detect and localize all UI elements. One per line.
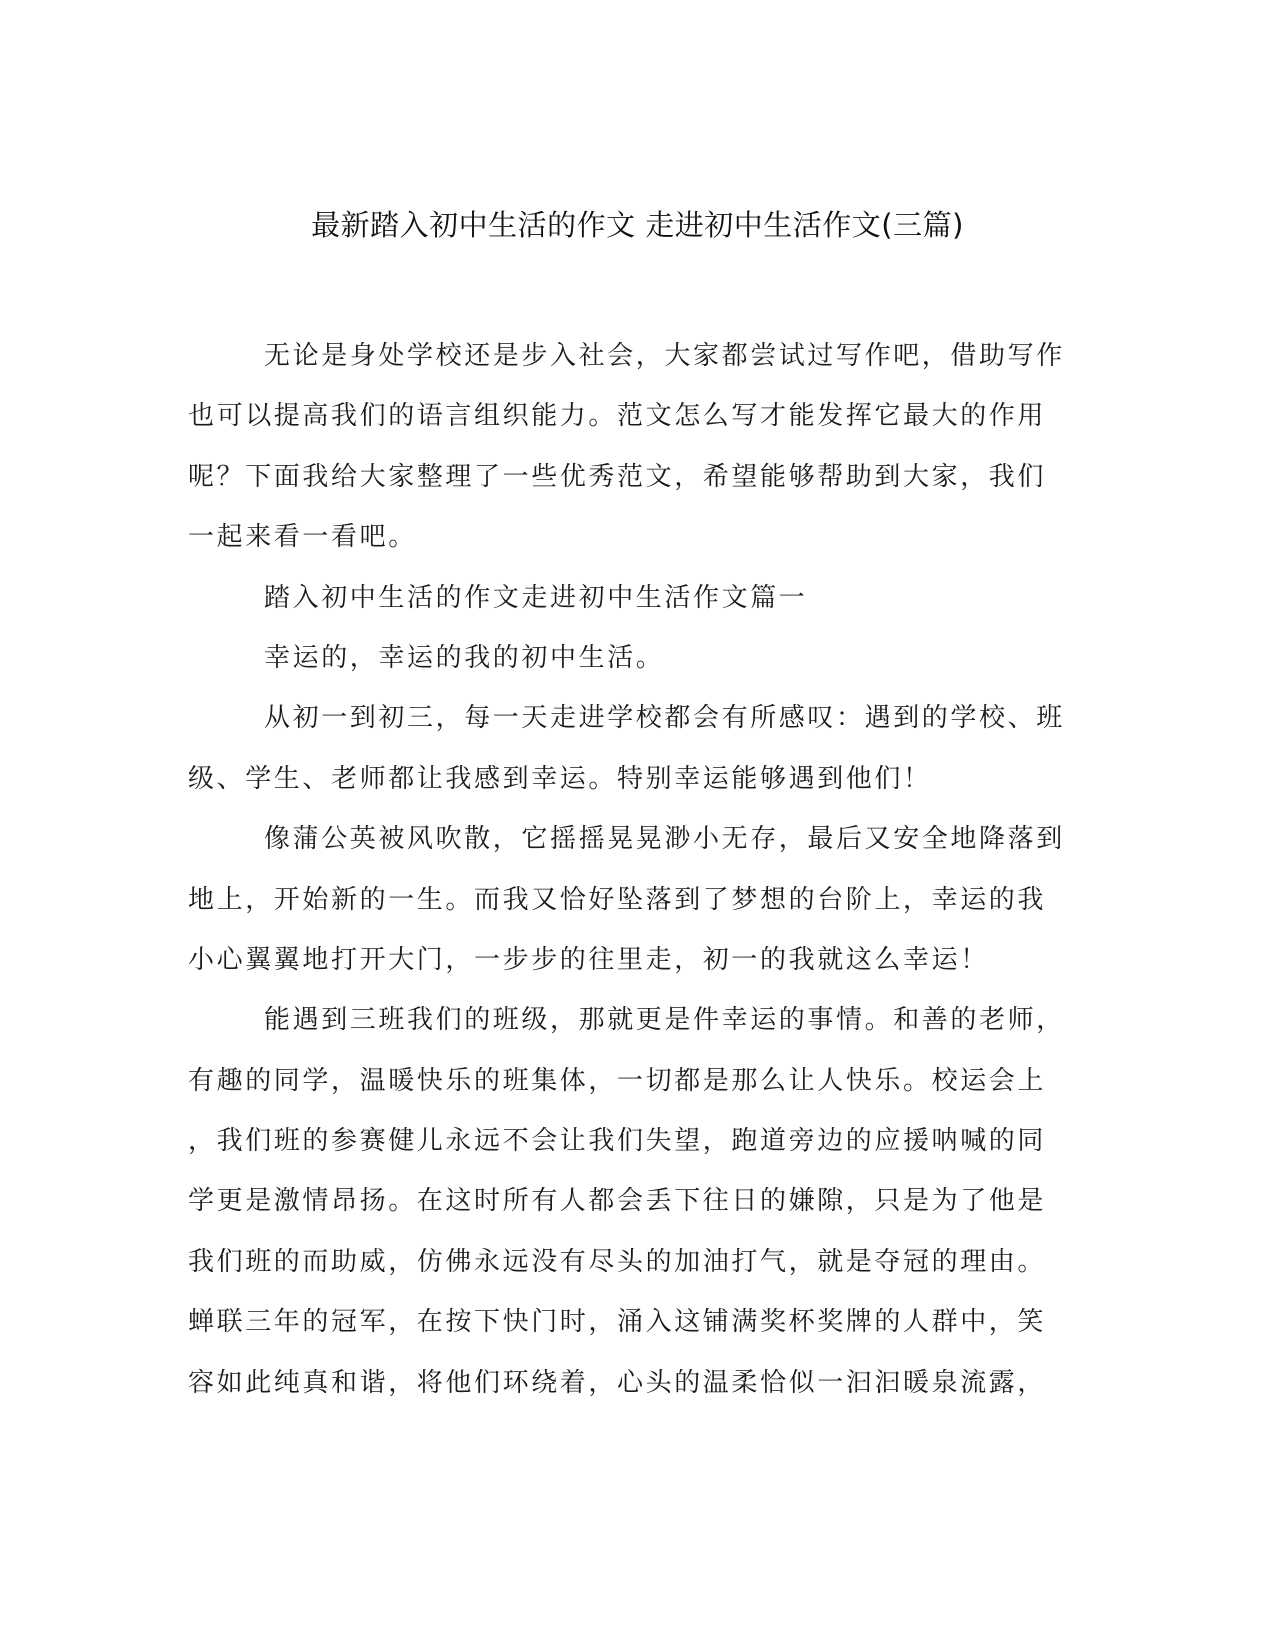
text-line: 无论是身处学校还是步入社会，大家都尝试过写作吧，借助写作 [264,341,1065,371]
text-line: 蝉联三年的冠军，在按下快门时，涌入这铺满奖杯奖牌的人群中，笑 [188,1307,1047,1338]
text-line: 一起来看一看吧。 [188,522,417,553]
section-heading: 踏入初中生活的作文走进初中生活作文篇一 [264,582,808,613]
document-body [188,326,1068,1413]
document-title: 最新踏入初中生活的作文 走进初中生活作文(三篇) [311,208,964,242]
text-line: ，我们班的参赛健儿永远不会让我们失望，跑道旁边的应援呐喊的同 [188,1126,1047,1157]
text-line: 小心翼翼地打开大门，一步步的往里走，初一的我就这么幸运！ [188,944,989,975]
text-line: 学更是激情昂扬。在这时所有人都会丢下往日的嫌隙，只是为了他是 [188,1186,1047,1217]
text-line: 容如此纯真和谐，将他们环绕着，心头的温柔恰似一汩汩暖泉流露， [188,1367,1047,1398]
text-line: 地上，开始新的一生。而我又恰好坠落到了梦想的台阶上，幸运的我 [188,884,1047,915]
text-line: 我们班的而助威，仿佛永远没有尽头的加油打气，就是夺冠的理由。 [188,1246,1047,1277]
text-line: 像蒲公英被风吹散，它摇摇晃晃渺小无存，最后又安全地降落到 [264,824,1065,855]
text-line: 也可以提高我们的语言组织能力。范文怎么写才能发挥它最大的作用 [188,401,1047,432]
text-line: 呢？下面我给大家整理了一些优秀范文，希望能够帮助到大家，我们 [188,461,1047,492]
text-line: 能遇到三班我们的班级，那就更是件幸运的事情。和善的老师， [264,1005,1065,1036]
text-line: 级、学生、老师都让我感到幸运。特别幸运能够遇到他们！ [188,763,932,794]
text-line: 从初一到初三，每一天走进学校都会有所感叹：遇到的学校、班 [264,703,1065,734]
text-line: 幸运的，幸运的我的初中生活。 [264,642,665,673]
text-line: 有趣的同学，温暖快乐的班集体，一切都是那么让人快乐。校运会上 [188,1065,1047,1096]
